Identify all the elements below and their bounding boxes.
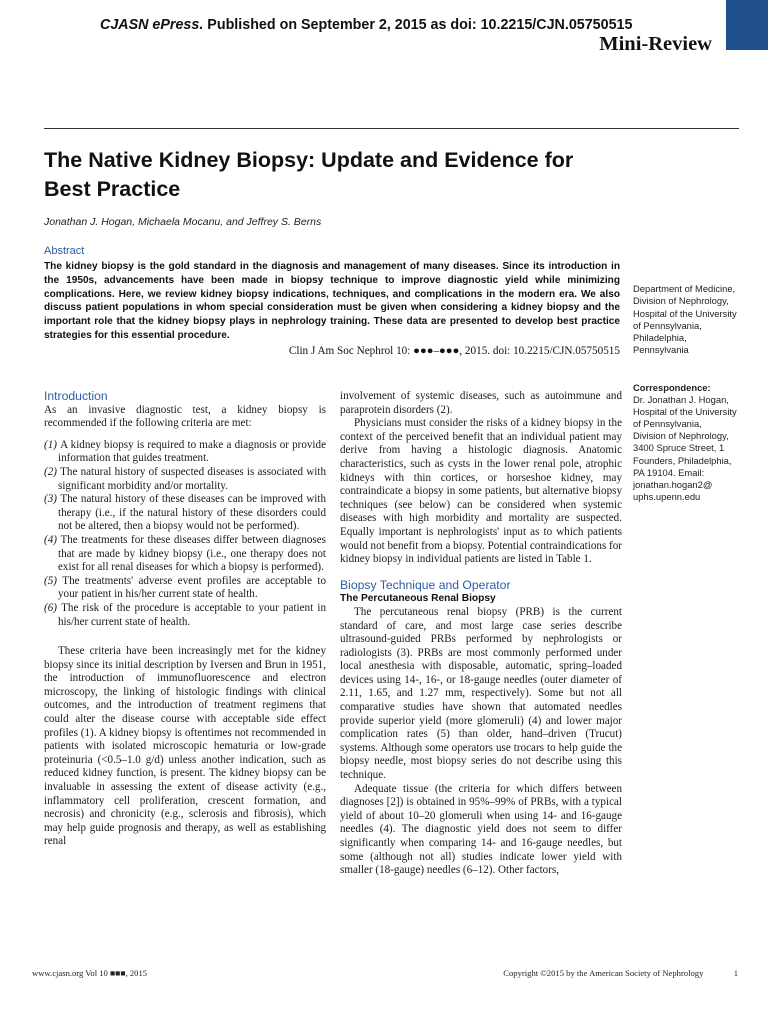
criterion-item <box>44 602 326 629</box>
criterion-item <box>44 466 326 493</box>
correspondence-label: Correspondence: <box>633 382 711 393</box>
page-number: 1 <box>733 968 738 978</box>
continued-paragraph: involvement of systemic diseases, such as autoimmune and paraprotein disorders (2). <box>340 390 622 416</box>
criterion-number: (4) <box>44 533 61 546</box>
criterion-item <box>44 575 326 602</box>
section-label: Mini-Review <box>599 33 712 55</box>
affiliation-note: Department of Medicine, Division of Nephrology, Hospital of the University of Pennsylvania, Philadelphia, Pennsylvania <box>633 283 737 356</box>
article-title <box>44 146 644 204</box>
criterion-item <box>44 439 326 466</box>
copyright-text: Copyright ©2015 by the American Society of Nephrology <box>503 968 704 978</box>
right-column <box>340 390 622 878</box>
criterion-text: The natural history of suspected diseases is associated with significant morbidity and/or mortality. <box>58 465 326 492</box>
footer-journal-info: www.cjasn.org Vol 10 ■■■, 2015 <box>32 968 148 978</box>
introduction-heading: Introduction <box>44 389 108 403</box>
title-line-1: The Native Kidney Biopsy: Update and Evidence for <box>44 148 574 172</box>
banner-journal: CJASN ePress. <box>100 17 204 33</box>
citation-line: Clin J Am Soc Nephrol 10: ●●●–●●●, 2015. doi: 10.2215/CJN.05750515 <box>288 345 620 357</box>
correspondence-note <box>633 382 737 503</box>
left-column <box>44 390 326 849</box>
correspondence-text: Dr. Jonathan J. Hogan, Hospital of the University of Pennsylvania, Division of Nephrology, 3400 Spruce Street, 1 Founders, Philadelphia, PA 19104. Email: jonathan.hogan2@ uphs.upenn.edu <box>633 394 737 502</box>
criterion-number: (1) <box>44 438 61 451</box>
intro-paragraph-1: These criteria have been increasingly met for the kidney biopsy since its initial description by Iversen and Brun in 1951, the introduction of immunofluorescence and electron microscopy, the linking of histologic findings with clinical outcomes, and the introduction of treatment regimens that could alter the disease course with acceptable side effect profiles (1). A kidney biopsy is oftentimes not recommended in patients with isolated microscopic hematuria or low-grade proteinuria (<0.5–1.0 g/d) unless another indication, such as reduced kidney function, is present. The kidney biopsy can be invaluable in assessing the extent of disease activity (e.g., inflammatory cell proliferation, crescent formation, and necrosis) and chronicity (e.g., sclerosis and fibrosis), which may help guide prognosis and therapy, as well as establishing renal <box>44 645 326 848</box>
abstract-text: The kidney biopsy is the gold standard in the diagnosis and management of many diseases. Since its introduction in the 1950s, advancements have been made in biopsy technique to improve diagnostic yield while minimizing complications. Here, we review kidney biopsy indications, techniques, and complications in the modern era. We also discuss patient populations in whom special consideration must be given when considering a kidney biopsy and the important role that the kidney biopsy plays in nephrology training. These data are presented to develop best practice strategies for this essential procedure. <box>44 261 620 341</box>
criterion-text: The risk of the procedure is acceptable to your patient in his/her current state of health. <box>58 601 326 628</box>
criterion-number: (5) <box>44 574 63 587</box>
intro-lead: As an invasive diagnostic test, a kidney biopsy is recommended if the following criteria are met: <box>44 403 326 430</box>
technique-paragraph-1: The percutaneous renal biopsy (PRB) is the current standard of care, and most large case series describe ultrasound-guided PRBs performed by nephrologists or radiologists (3). PRBs are most commonly performed under local anesthesia with disposable, automatic, spring–loaded devices using 14-, 16-, or 18-gauge needles (outer diameter of 2.11, 1.65, and 1.27 mm, respectively). Some but not all comparative studies have shown that automated needles provide superior yield (more glomeruli) (4) and lower major complication rates (5) than older, hand–driven (Trucut) systems. Although some operators use trocars to help guide the biopsy needle, most biopsy series do not describe using this technique. <box>340 605 622 782</box>
footer-copyright <box>472 968 738 978</box>
percutaneous-subheading: The Percutaneous Renal Biopsy <box>340 593 496 605</box>
intro-paragraph-2: Physicians must consider the risks of a kidney biopsy in the context of the perceived benefit that an individual patient may derive from having a histologic diagnosis. Anatomic characteristics, such as cysts in the lower renal pole, atrophic kidneys with thin cortices, or horseshoe kidney, may contraindicate a biopsy in some patients, but alternative biopsy techniques (see below) can be considered when systemic diseases with high morbidity and mortality are suspected. Equally important is nephrologists' input as to which patients would not benefit from a biopsy. Potential contraindications for kidney biopsy in individual patients are listed in Table 1. <box>340 417 622 566</box>
publication-banner <box>100 17 660 33</box>
criterion-item <box>44 534 326 575</box>
criterion-text: The treatments for these diseases differ between diagnoses that are made by kidney biopsy (i.e., one therapy does not exist for all renal diseases for which a biopsy is performed). <box>58 533 326 574</box>
criteria-list <box>44 439 326 629</box>
criterion-text: The treatments' adverse event profiles are acceptable to your patient in his/her current state of health. <box>58 574 326 601</box>
author-list: Jonathan J. Hogan, Michaela Mocanu, and Jeffrey S. Berns <box>44 216 322 228</box>
technique-paragraph-2: Adequate tissue (the criteria for which differs between diagnoses [2]) is obtained in 95%–99% of PRBs, with a typical yield of about 10–20 glomeruli when using 14- and 16-gauge needles (4). The diagnostic yield does not seem to differ significantly when comparing 14- and 16-gauge needles, but some (although not all) studies indicate lower yield with smaller (18-gauge) needles (6–12). Other factors, <box>340 782 622 877</box>
journal-color-tab <box>726 0 768 50</box>
criterion-item <box>44 493 326 534</box>
criterion-number: (6) <box>44 601 62 614</box>
banner-publication-info: Published on September 2, 2015 as doi: 10.2215/CJN.05750515 <box>207 17 633 33</box>
criterion-text: The natural history of these diseases can be improved with therapy (i.e., if the natural history of these disorders could not be altered, then a biopsy would not be performed). <box>58 493 326 533</box>
biopsy-technique-heading: Biopsy Technique and Operator <box>340 577 511 592</box>
title-line-2: Best Practice <box>44 177 181 201</box>
header-rule <box>44 128 739 129</box>
criterion-number: (3) <box>44 493 61 506</box>
abstract-heading: Abstract <box>44 245 85 257</box>
criterion-number: (2) <box>44 465 61 478</box>
criterion-text: A kidney biopsy is required to make a diagnosis or provide information that guides treatment. <box>58 438 326 465</box>
